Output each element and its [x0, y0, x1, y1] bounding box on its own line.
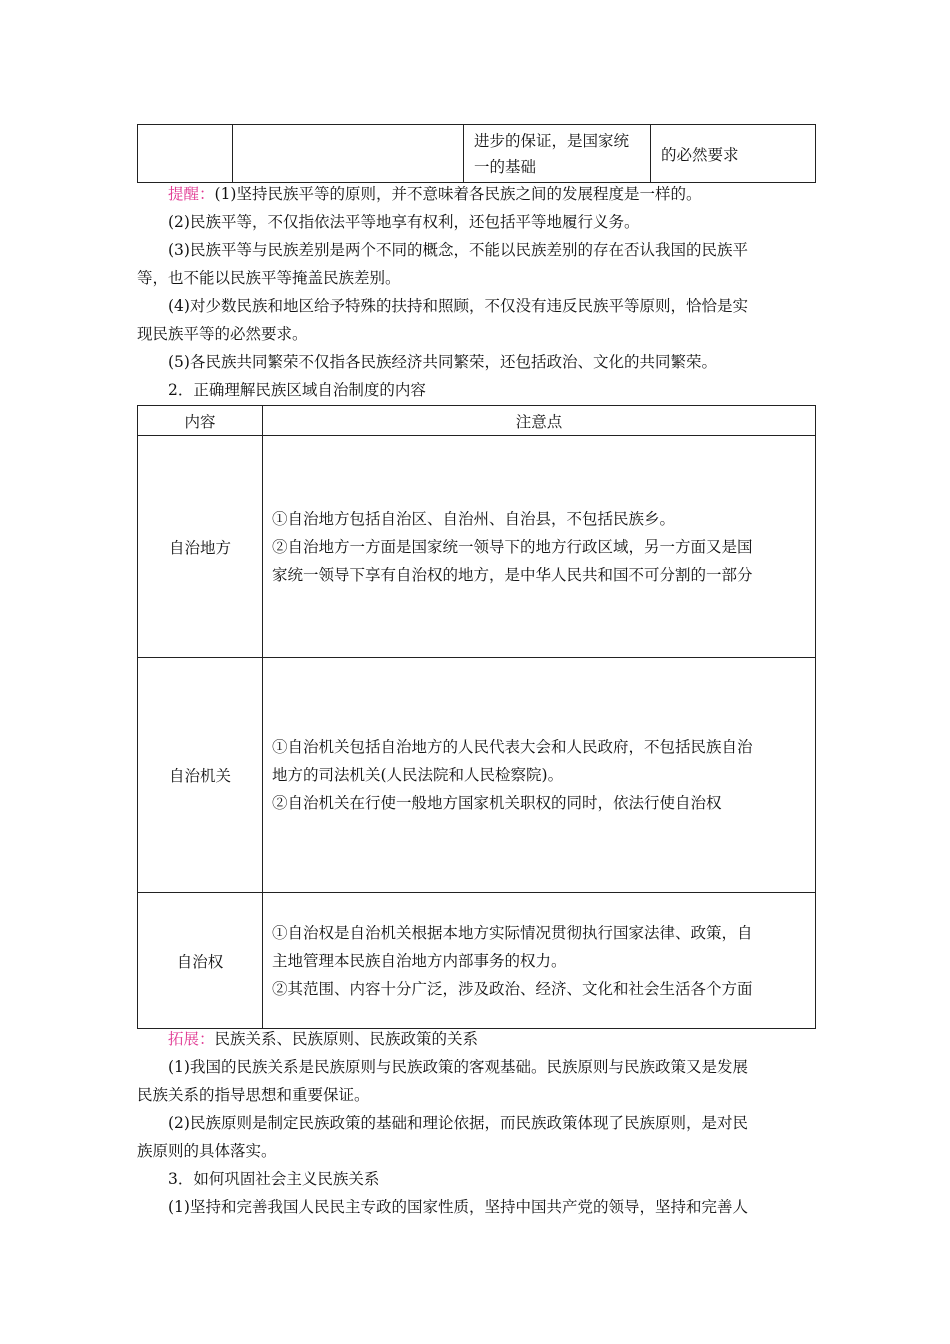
extension-p1-line-2: 民族关系的指导思想和重要保证。 — [137, 1086, 370, 1104]
section-3-heading: 3．如何巩固社会主义民族关系 — [168, 1170, 380, 1188]
note-line: 家统一领导下享有自治权的地方，是中华人民共和国不可分割的一部分 — [272, 565, 753, 584]
table-header-content: 内容 — [138, 406, 263, 436]
extension-label: 拓展： — [168, 1030, 215, 1048]
section-3-p1: (1)坚持和完善我国人民民主专政的国家性质，坚持中国共产党的领导，坚持和完善人 — [168, 1198, 748, 1216]
table-row — [138, 893, 816, 1029]
top-table-cell-2 — [233, 125, 464, 183]
table-row — [138, 436, 816, 658]
row-notes-autonomy-right — [263, 893, 816, 1029]
extension-title-line: 拓展：民族关系、民族原则、民族政策的关系 — [168, 1030, 479, 1048]
reminder-label: 提醒： — [168, 185, 215, 203]
note-line: ②其范围、内容十分广泛，涉及政治、经济、文化和社会生活各个方面 — [272, 979, 753, 998]
autonomy-table — [137, 405, 816, 1029]
note-line: 地方的司法机关(人民法院和人民检察院)。 — [272, 766, 564, 784]
row-label-autonomous-area: 自治地方 — [138, 436, 263, 658]
note-line: ②自治地方一方面是国家统一领导下的地方行政区域，另一方面又是国 — [272, 537, 753, 556]
top-table-fragment — [137, 124, 816, 183]
extension-p2-line-1: (2)民族原则是制定民族政策的基础和理论依据，而民族政策体现了民族原则，是对民 — [168, 1114, 748, 1132]
section-2-heading: 2．正确理解民族区域自治制度的内容 — [168, 381, 426, 399]
note-line: ①自治地方包括自治区、自治州、自治县，不包括民族乡。 — [272, 509, 676, 528]
top-table-cell-1 — [138, 125, 233, 183]
extension-p1-line-1: (1)我国的民族关系是民族原则与民族政策的客观基础。民族原则与民族政策又是发展 — [168, 1058, 748, 1076]
table-header-notes: 注意点 — [263, 406, 816, 436]
note-line: 主地管理本民族自治地方内部事务的权力。 — [272, 951, 567, 970]
reminder-p5: (5)各民族共同繁荣不仅指各民族经济共同繁荣，还包括政治、文化的共同繁荣。 — [168, 353, 717, 371]
note-line: ②自治机关在行使一般地方国家机关职权的同时，依法行使自治权 — [272, 794, 722, 812]
top-table-cell-3-line-1: 进步的保证，是国家统 — [474, 131, 630, 150]
top-table-cell-3 — [464, 125, 651, 183]
row-label-autonomous-organ: 自治机关 — [138, 658, 263, 893]
reminder-p2: (2)民族平等，不仅指依法平等地享有权利，还包括平等地履行义务。 — [168, 213, 640, 231]
reminder-p1: 提醒：(1)坚持民族平等的原则，并不意味着各民族之间的发展程度是一样的。 — [168, 185, 702, 203]
row-label-autonomy-right: 自治权 — [138, 893, 263, 1029]
note-line: ①自治机关包括自治地方的人民代表大会和人民政府，不包括民族自治 — [272, 738, 753, 756]
row-notes-autonomous-organ — [263, 658, 816, 893]
note-line: ①自治权是自治机关根据本地方实际情况贯彻执行国家法律、政策，自 — [272, 923, 753, 942]
reminder-p4-line-1: (4)对少数民族和地区给予特殊的扶持和照顾，不仅没有违反民族平等原则，恰恰是实 — [168, 297, 748, 315]
table-row — [138, 658, 816, 893]
extension-p2-line-2: 族原则的具体落实。 — [137, 1142, 277, 1160]
reminder-p3-line-2: 等，也不能以民族平等掩盖民族差别。 — [137, 269, 401, 287]
top-table-cell-3-line-2: 一的基础 — [474, 157, 537, 176]
reminder-p3-line-1: (3)民族平等与民族差别是两个不同的概念，不能以民族差别的存在否认我国的民族平 — [168, 241, 748, 259]
top-table-cell-4: 的必然要求 — [651, 125, 816, 183]
reminder-p4-line-2: 现民族平等的必然要求。 — [137, 325, 308, 343]
row-notes-autonomous-area — [263, 436, 816, 658]
